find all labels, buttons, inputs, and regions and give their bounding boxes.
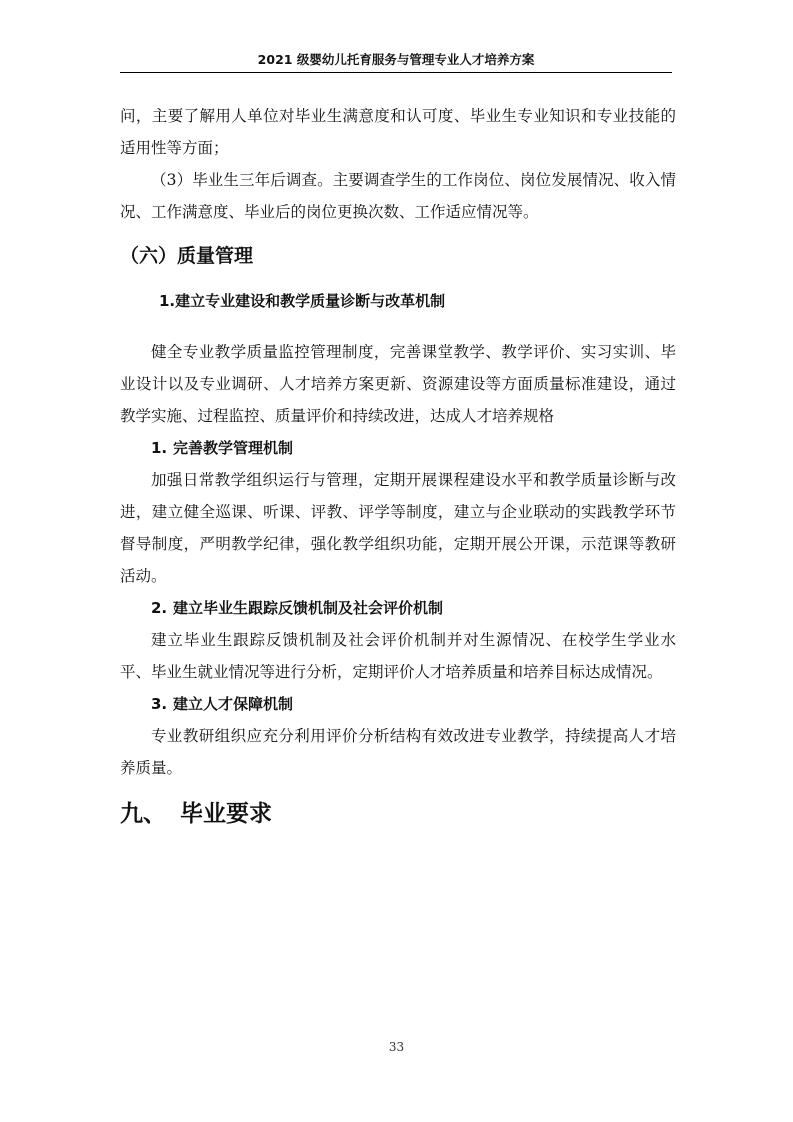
header-divider [120, 72, 672, 73]
survey-item-3: （3）毕业生三年后调查。主要调查学生的工作岗位、岗位发展情况、收入情况、工作满意度、毕业后的岗位更换次数、工作适应情况等。 [120, 171, 676, 221]
item-heading-1 [120, 432, 676, 464]
item-paragraph-2: 建立毕业生跟踪反馈机制及社会评价机制并对生源情况、在校学生学业水平、毕业生就业情况等进行分析，定期评价人才培养质量和培养目标达成情况。 [120, 631, 676, 681]
document-header-title: 2021 级婴幼儿托育服务与管理专业人才培养方案 [257, 52, 535, 67]
subsection-paragraph: 健全专业教学质量监控管理制度，完善课堂教学、教学评价、实习实训、毕业设计以及专业调研、人才培养方案更新、资源建设等方面质量标准建设，通过教学实施、过程监控、质量评价和持续改进，达成人才培养规格 [120, 343, 676, 425]
item-heading-3 [120, 688, 676, 720]
chapter-title: 毕业要求 [180, 801, 272, 827]
item-paragraph-1: 加强日常教学组织运行与管理，定期开展课程建设水平和教学质量诊断与改进，建立健全巡课、听课、评教、评学等制度，建立与企业联动的实践教学环节督导制度，严明教学纪律，强化教学组织功能，定期开展公开课，示范课等教研活动。 [120, 471, 676, 585]
item-title: 建立人才保障机制 [173, 695, 294, 713]
item-heading-2 [120, 592, 676, 624]
item-title: 完善教学管理机制 [173, 439, 294, 457]
item-title: 建立毕业生跟踪反馈机制及社会评价机制 [173, 599, 444, 617]
item-number: 2. [151, 599, 168, 617]
page-content [120, 100, 676, 832]
item-paragraph-3: 专业教研组织应充分利用评价分析结构有效改进专业教学，持续提高人才培养质量。 [120, 727, 676, 777]
item-number: 1. [151, 439, 168, 457]
section-quality-heading: （六）质量管理 [120, 245, 254, 267]
chapter-nine-heading [120, 796, 676, 832]
subsection-heading: 1.建立专业建设和教学质量诊断与改革机制 [159, 292, 446, 310]
intro-paragraph: 问，主要了解用人单位对毕业生满意度和认可度、毕业生专业知识和专业技能的适用性等方面； [120, 107, 676, 157]
chapter-number: 九、 [120, 801, 166, 827]
page-number: 33 [388, 1040, 405, 1054]
item-number: 3. [151, 695, 168, 713]
